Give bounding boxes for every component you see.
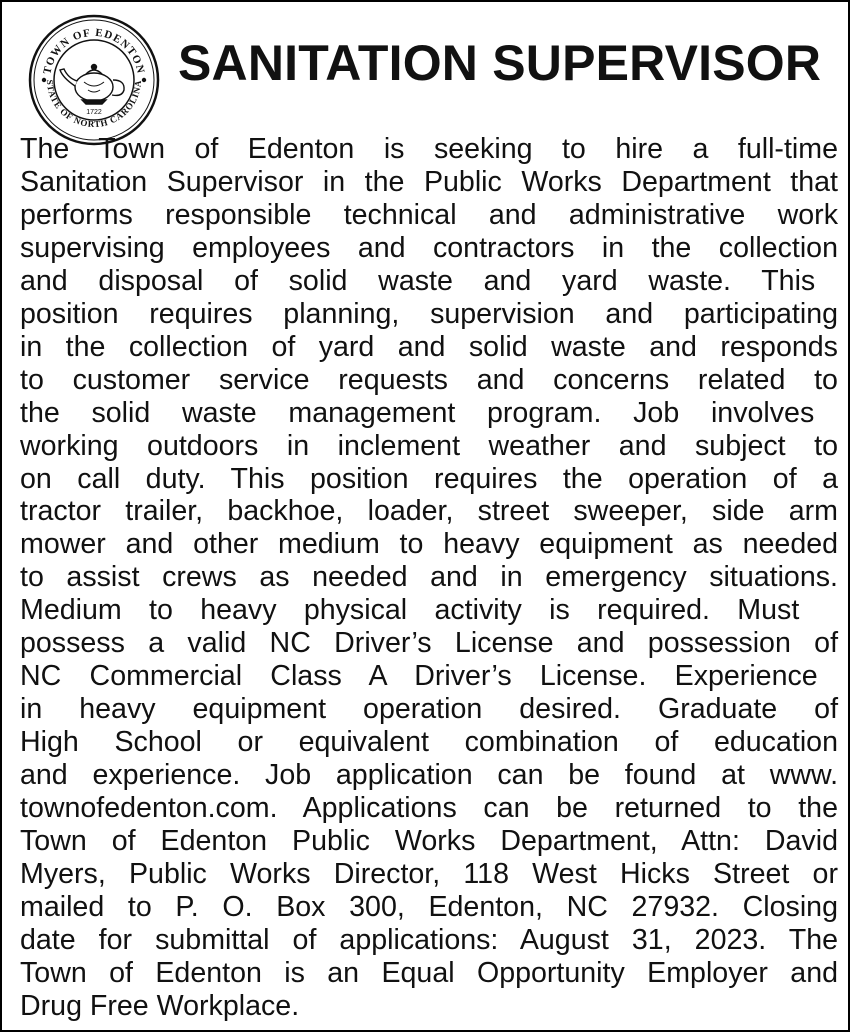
ad-header [2, 2, 848, 142]
seal-bottom-text: STATE OF NORTH CAROLINA [44, 79, 144, 130]
body-line: date for submittal of applications: August 31, 2023. The [20, 923, 839, 956]
body-line: Town of Edenton is an Equal Opportunity Employer and [20, 956, 838, 989]
body-line: the solid waste management program. Job involves [20, 396, 815, 429]
seal-year: 1722 [86, 109, 102, 116]
town-seal-icon [28, 14, 160, 146]
body-line: Medium to heavy physical activity is required. Must [20, 594, 800, 627]
body-line: NC Commercial Class A Driver’s License. Experience [20, 660, 818, 693]
body-line: mailed to P. O. Box 300, Edenton, NC 27932. Closing [20, 890, 838, 923]
body-line: townofedenton.com. Applications can be returned to the [20, 792, 838, 825]
job-description [20, 133, 838, 1023]
body-line: Myers, Public Works Director, 118 West Hicks Street or [20, 857, 838, 890]
body-line: supervising employees and contractors in the collection [20, 231, 838, 264]
body-line: High School or equivalent combination of education [20, 726, 838, 759]
body-line: on call duty. This position requires the operation of a [20, 462, 839, 495]
body-line: performs responsible technical and administrative work [20, 198, 838, 231]
body-line: and experience. Job application can be found at www. [20, 759, 839, 792]
body-line: in heavy equipment operation desired. Graduate of [20, 693, 839, 726]
body-line: The Town of Edenton is seeking to hire a full-time [20, 133, 838, 165]
body-line: in the collection of yard and solid waste and responds [20, 330, 838, 363]
body-line: Sanitation Supervisor in the Public Works Department that [20, 165, 838, 198]
body-line: to customer service requests and concerns related to [20, 363, 838, 396]
body-line: Town of Edenton Public Works Department, Attn: David [20, 825, 838, 858]
body-line: mower and other medium to heavy equipment as needed [20, 528, 839, 561]
body-line: possess a valid NC Driver’s License and possession of [20, 627, 839, 660]
page-title: SANITATION SUPERVISOR [178, 35, 822, 91]
body-line: Drug Free Workplace. [20, 989, 300, 1022]
seal-top-text: TOWN OF EDENTON [41, 26, 147, 76]
body-line: tractor trailer, backhoe, loader, street sweeper, side arm [20, 495, 838, 528]
body-line: to assist crews as needed and in emergency situations. [20, 561, 838, 594]
body-line: and disposal of solid waste and yard waste. This [20, 264, 816, 297]
body-line: position requires planning, supervision and participating [20, 297, 839, 330]
body-line: working outdoors in inclement weather and subject to [20, 429, 838, 462]
